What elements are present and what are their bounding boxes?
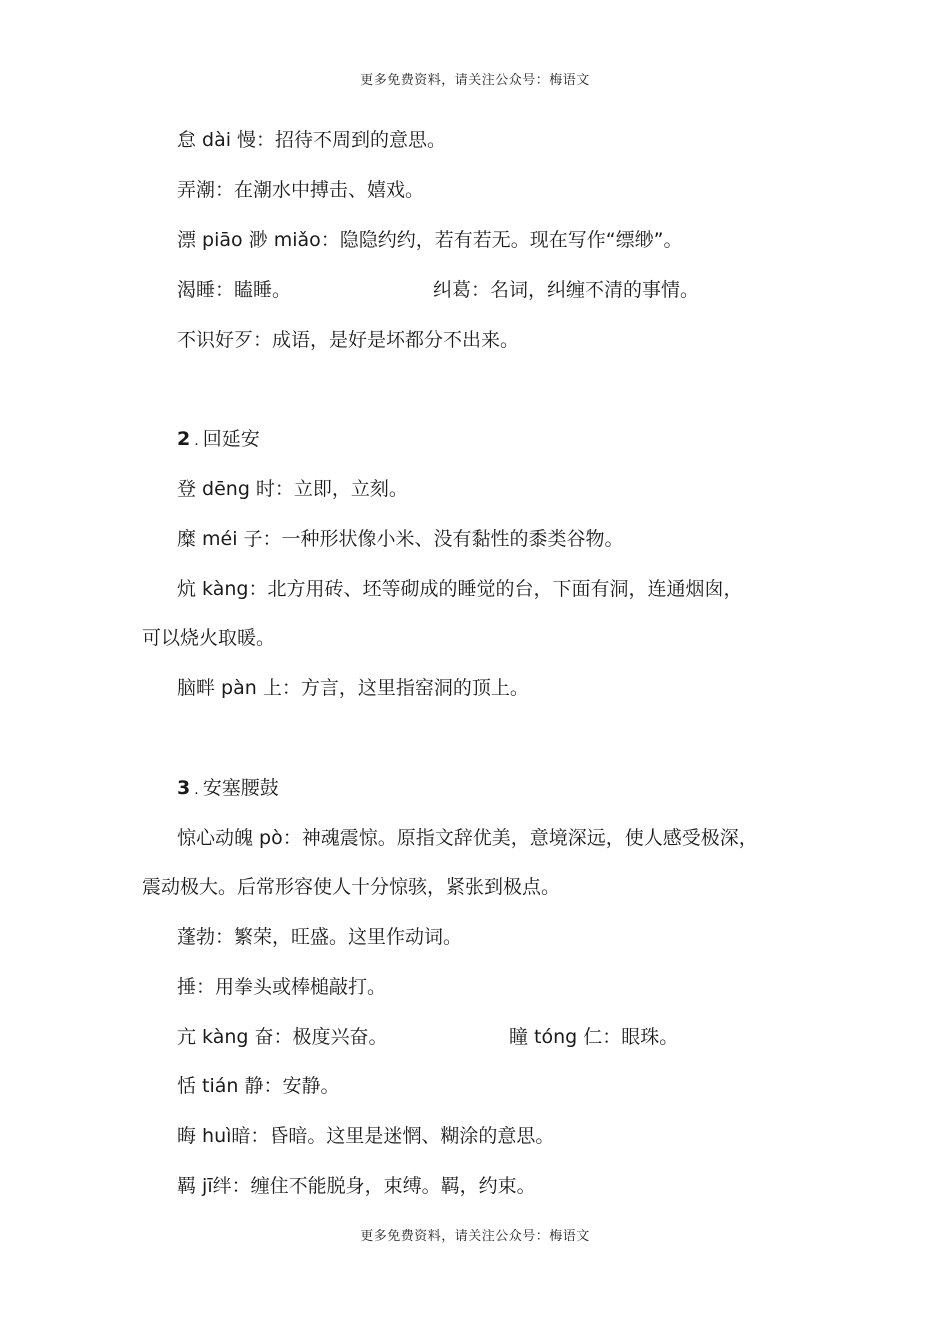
entry-naopan: 脑畔 pàn 上：方言，这里指窑洞的顶上。	[177, 677, 529, 699]
entry-keshui: 渴睡：瞌睡。	[177, 279, 292, 301]
page-header: 更多免费资料，请关注公众号：梅语文	[360, 73, 590, 88]
section-dot: .	[194, 433, 199, 449]
entry-row-kangfen	[177, 1024, 777, 1050]
entry-huian: 晦 huì暗：昏暗。这里是迷惘、糊涂的意思。	[177, 1125, 555, 1147]
entry-meizi: 糜 méi 子：一种形状像小米、没有黏性的黍类谷物。	[177, 528, 624, 550]
section-heading-3	[177, 775, 279, 803]
entry-jingxindongpo: 惊心动魄 pò：神魂震惊。原指文辞优美，意境深远，使人感受极深，	[177, 827, 758, 849]
entry-daiman: 怠 dài 慢：招待不周到的意思。	[177, 129, 447, 151]
entry-jiuge: 纠葛：名词，纠缠不清的事情。	[433, 279, 700, 301]
page-footer: 更多免费资料，请关注公众号：梅语文	[360, 1229, 590, 1244]
entry-kangfen: 亢 kàng 奋：极度兴奋。	[177, 1026, 388, 1048]
section-heading-2	[177, 426, 260, 454]
entry-jiban: 羁 jī绊：缠住不能脱身，束缚。羁，约束。	[177, 1175, 536, 1197]
section-number: 2	[177, 428, 191, 450]
section-number: 3	[177, 777, 191, 799]
entry-row-keshui	[177, 277, 777, 303]
entry-nongchao: 弄潮：在潮水中搏击、嬉戏。	[177, 179, 425, 201]
entry-chui: 捶：用拳头或棒槌敲打。	[177, 976, 387, 998]
entry-kang: 炕 kàng：北方用砖、坯等砌成的睡觉的台，下面有洞，连通烟囱，	[177, 578, 743, 600]
entry-dengshi: 登 dēng 时：立即，立刻。	[177, 478, 408, 500]
entry-pengbo: 蓬勃：繁荣，旺盛。这里作动词。	[177, 926, 463, 948]
entry-kang-continued: 可以烧火取暖。	[142, 627, 276, 649]
section-dot: .	[194, 782, 199, 798]
entry-piaomiao: 漂 piāo 渺 miǎo：隐隐约约，若有若无。现在写作“缥缈”。	[177, 229, 683, 251]
entry-tianjing: 恬 tián 静：安静。	[177, 1075, 340, 1097]
entry-tongren: 瞳 tóng 仁：眼珠。	[509, 1026, 679, 1048]
section-title: 安塞腰鼓	[202, 777, 279, 799]
entry-bushihaodai: 不识好歹：成语，是好是坏都分不出来。	[177, 329, 520, 351]
entry-jingxindongpo-continued: 震动极大。后常形容使人十分惊骇，紧张到极点。	[142, 876, 561, 898]
section-title: 回延安	[202, 428, 260, 450]
